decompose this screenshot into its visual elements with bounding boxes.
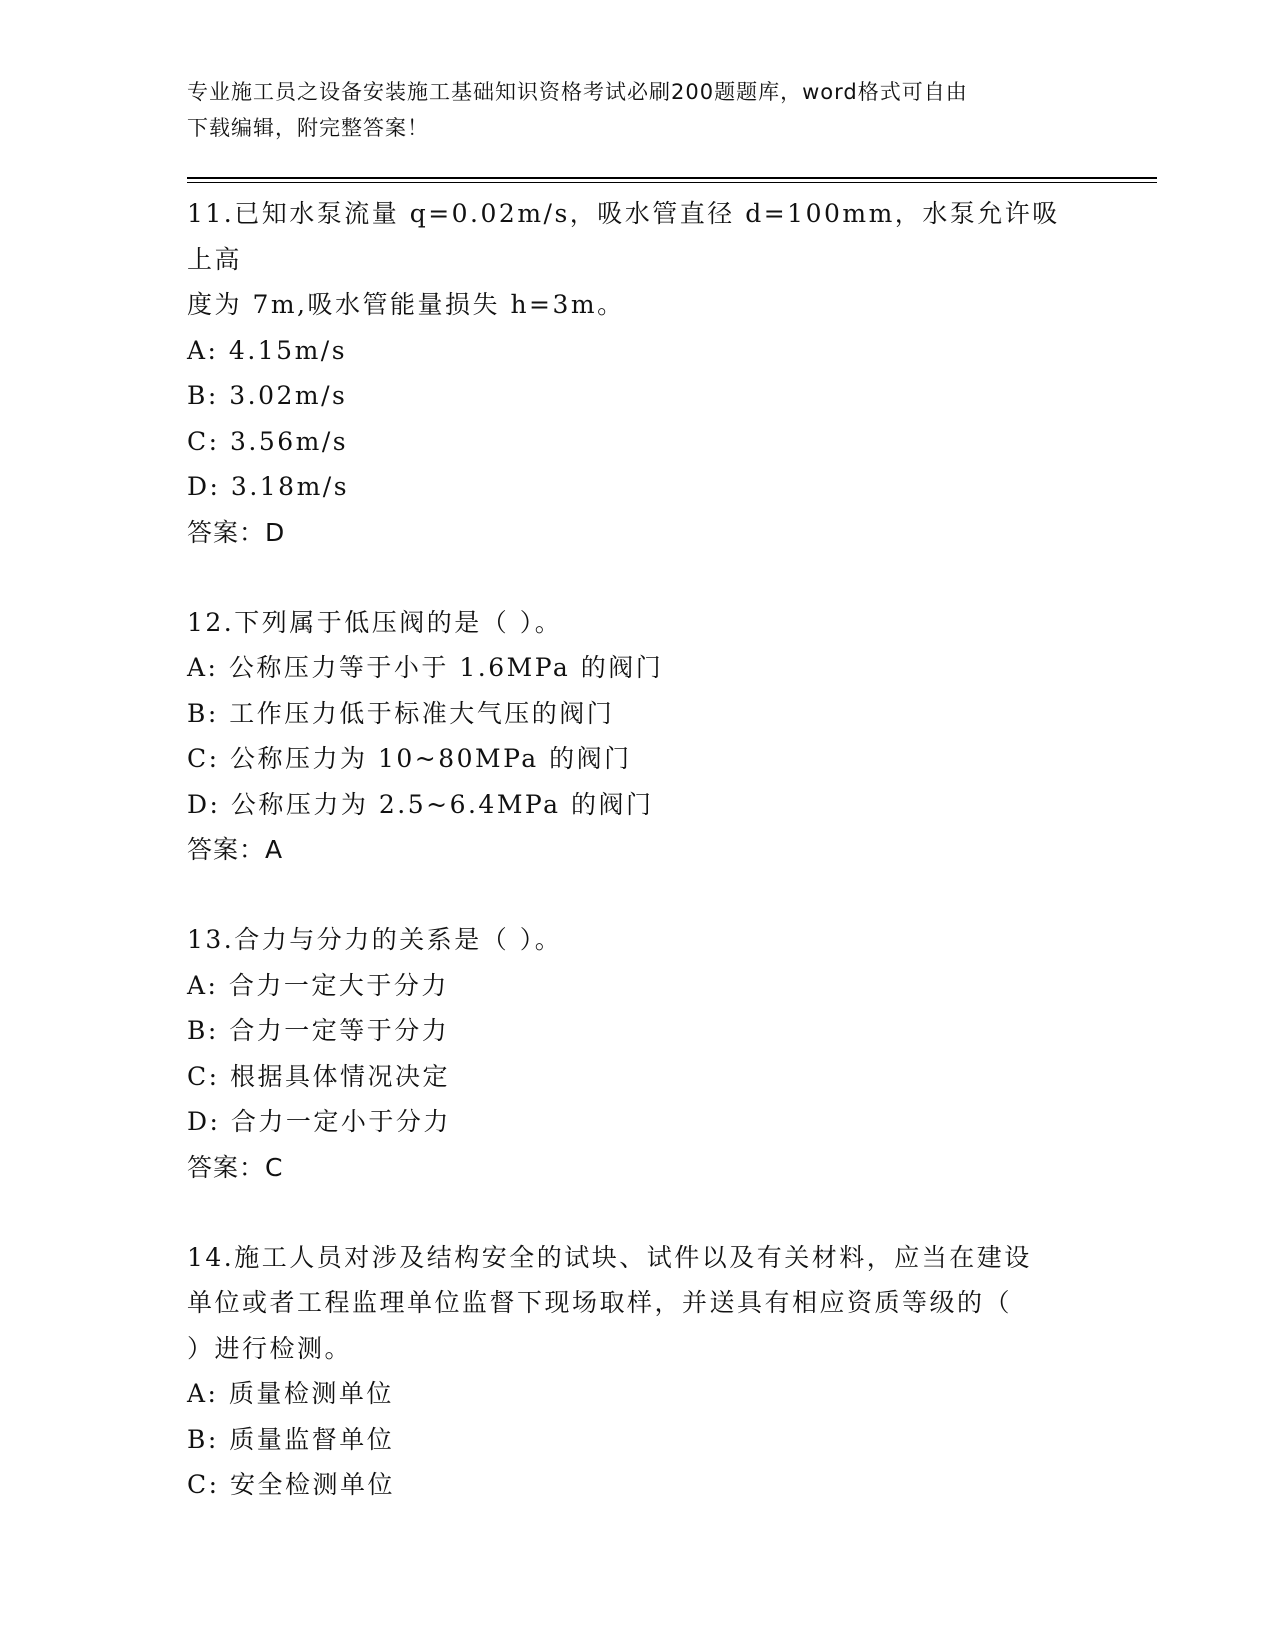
option-c: C: 3.56m/s <box>187 426 349 456</box>
option-b: B: 3.02m/s <box>187 381 348 410</box>
option-b: B: 质量监督单位 <box>187 1424 395 1454</box>
question-text-line: ）进行检测。 <box>187 1333 353 1363</box>
option-a: A: 合力一定大于分力 <box>187 970 449 1000</box>
question-text-line: 11.已知水泵流量 q=0.02m/s，吸水管直径 d=100mm，水泵允许吸上高 <box>187 199 1060 274</box>
answer-line: 答案：C <box>187 1152 284 1182</box>
header-line-2: 下载编辑，附完整答案！ <box>187 116 429 140</box>
question-11 <box>187 191 1087 555</box>
header-divider <box>187 177 1157 179</box>
question-text-line: 度为 7m,吸水管能量损失 h=3m。 <box>187 290 625 319</box>
answer-line: 答案：D <box>187 517 286 547</box>
option-d: D: 3.18m/s <box>187 472 350 501</box>
option-a: A: 公称压力等于小于 1.6MPa 的阀门 <box>187 653 664 682</box>
option-c: C: 根据具体情况决定 <box>187 1061 450 1091</box>
option-c: C: 公称压力为 10~80MPa 的阀门 <box>187 744 632 773</box>
option-d: D: 公称压力为 2.5~6.4MPa 的阀门 <box>187 789 654 819</box>
question-text-line: 单位或者工程监理单位监督下现场取样，并送具有相应资质等级的（ <box>187 1288 1013 1317</box>
question-12 <box>187 600 1087 873</box>
option-d: D: 合力一定小于分力 <box>187 1107 451 1136</box>
option-a: A: 质量检测单位 <box>187 1379 394 1408</box>
option-a: A: 4.15m/s <box>187 335 348 365</box>
answer-line: 答案：A <box>187 835 284 864</box>
option-c: C: 安全检测单位 <box>187 1470 395 1499</box>
question-text-line: 12.下列属于低压阀的是（ ）。 <box>187 607 563 637</box>
question-14 <box>187 1235 1087 1508</box>
question-13 <box>187 917 1087 1190</box>
option-b: B: 工作压力低于标准大气压的阀门 <box>187 698 615 728</box>
question-text-line: 13.合力与分力的关系是（ ）。 <box>187 925 563 954</box>
document-header <box>187 74 1067 146</box>
option-b: B: 合力一定等于分力 <box>187 1016 450 1045</box>
question-text-line: 14.施工人员对涉及结构安全的试块、试件以及有关材料，应当在建设 <box>187 1242 1032 1272</box>
header-line-1: 专业施工员之设备安装施工基础知识资格考试必刷200题题库，word格式可自由 <box>187 80 968 104</box>
question-list <box>187 191 1087 1553</box>
header-divider-thin <box>187 182 1157 183</box>
